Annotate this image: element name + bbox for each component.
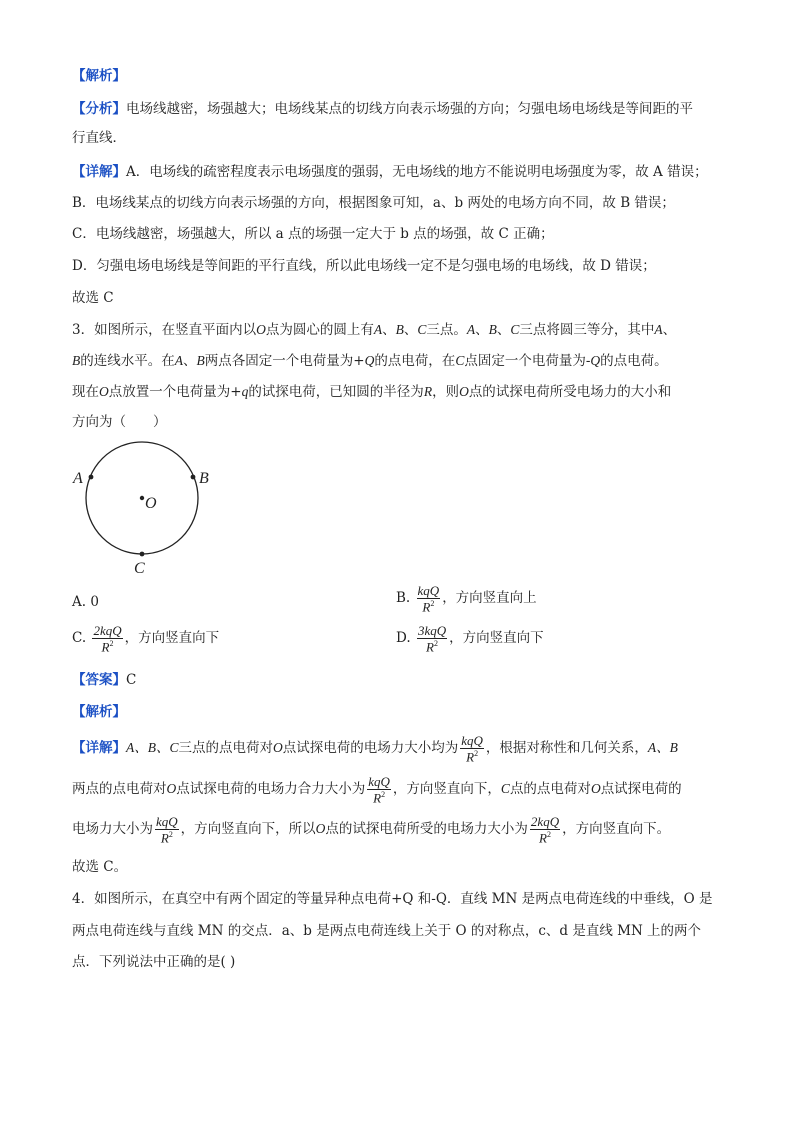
var-q-cap: Q	[364, 353, 375, 368]
point-b	[191, 475, 196, 480]
conclusion-text: 故选 C	[72, 290, 114, 306]
q3-text: 的连线水平。在	[80, 353, 175, 369]
option-b-prefix: B.	[396, 590, 411, 607]
detail-line-d	[72, 256, 656, 276]
q3-text: 现在	[72, 384, 99, 400]
option-b-fraction	[417, 584, 441, 613]
q3-text: 点为圆心的圆上有	[265, 322, 374, 338]
q3-sep: 、	[475, 322, 489, 338]
detail2-line-2	[72, 773, 682, 805]
option-c-prefix: C.	[72, 630, 87, 647]
detail2-text: 点试探电荷的	[600, 781, 682, 797]
detail2-conclusion	[72, 857, 127, 877]
analysis-tag: 【解析】	[72, 68, 126, 84]
var-o: O	[459, 384, 469, 399]
q3-line-2	[72, 351, 668, 371]
detail-line-c	[72, 224, 554, 244]
q3-text: 点放置一个电荷量为+	[108, 384, 242, 400]
label-b: B	[199, 470, 209, 487]
q3-text: 两点各固定一个电荷量为+	[204, 353, 365, 369]
detail-option-b: B．电场线某点的切线方向表示场强的方向，根据图象可知，a、b 两处的电场方向不同，故 B 错误；	[72, 195, 675, 211]
fraction-denominator	[466, 749, 478, 763]
conclusion-text: 故选 C。	[72, 859, 128, 875]
q3-sep: 、	[403, 322, 418, 338]
var-q-cap: Q	[590, 353, 601, 368]
detail2-fraction-2	[367, 775, 391, 804]
q3-text: 的试探电荷，已知圆的半径为	[248, 384, 424, 400]
var-o: O	[166, 781, 177, 796]
q3-text: 方向为（ ）	[72, 414, 167, 430]
var-b: B	[488, 322, 497, 337]
var-c: C	[510, 322, 520, 337]
q3-text: 点固定一个电荷量为-	[464, 353, 591, 369]
den-exp: 2	[546, 829, 551, 839]
detail-line-b	[72, 193, 675, 213]
fraction-denominator	[539, 830, 551, 844]
analysis-line-1	[72, 99, 693, 119]
den-var: R	[539, 830, 547, 846]
option-a[interactable]	[72, 592, 99, 612]
var-b: B	[395, 322, 404, 337]
q3-text: 的点电荷，在	[374, 353, 456, 369]
detail2-text: 点试探电荷的电场力合力大小为	[176, 781, 366, 797]
q3-text: ，则	[432, 384, 460, 400]
detail2-text: 三点的点电荷对	[178, 740, 273, 756]
den-var: R	[373, 790, 382, 806]
option-d-prefix: D.	[396, 630, 411, 647]
detail2-text: 两点的点电荷对	[72, 781, 167, 797]
label-c: C	[134, 560, 145, 577]
detail-tag: 【详解】	[72, 740, 126, 756]
label-o: O	[145, 495, 157, 512]
fraction-numerator: 2kqQ	[93, 623, 122, 638]
q4-text: 4．如图所示，在真空中有两个固定的等量异种点电荷+Q 和-Q．直线 MN 是两点电荷连线的中垂线，O 是	[72, 891, 713, 907]
option-c-text: ，方向竖直向下	[124, 630, 220, 647]
circle-figure	[70, 440, 230, 580]
q3-sep: 、	[662, 322, 677, 338]
detail-option-c: C．电场线越密，场强越大，所以 a 点的场强一定大于 b 点的场强，故 C 正确；	[72, 226, 554, 242]
var-q: q	[241, 384, 249, 399]
den-var: R	[101, 639, 110, 655]
var-abc: A、B、C	[126, 740, 179, 755]
point-o	[140, 496, 144, 500]
var-a: A	[654, 322, 663, 337]
q3-text: 3．如图所示，在竖直平面内以	[72, 322, 257, 338]
var-c: C	[455, 353, 465, 368]
detail-option-d: D．匀强电场电场线是等间距的平行直线，所以此电场线一定不是匀强电场的电场线，故 D 错误；	[72, 258, 656, 274]
fraction-numerator: kqQ	[461, 732, 483, 748]
analysis-text-cont: 行直线．	[72, 130, 126, 146]
den-var: R	[466, 749, 475, 765]
detail2-text: ，方向竖直向下，	[392, 781, 501, 797]
var-o: O	[273, 740, 283, 755]
detail2-line-1	[72, 732, 678, 764]
option-a-text: A. 0	[72, 594, 99, 610]
q3-line-3	[72, 382, 671, 402]
detail2-text: 点试探电荷的电场力大小均为	[282, 740, 459, 756]
q3-line-1	[72, 320, 676, 340]
var-o: O	[315, 821, 326, 836]
q4-text: 两点电荷连线与直线 MN 的交点．a、b 是两点电荷连线上关于 O 的对称点，c、d 是直线 MN 上的两个	[72, 923, 702, 939]
option-b[interactable]	[396, 584, 537, 613]
var-c: C	[417, 322, 427, 337]
analysis-heading-2	[72, 702, 126, 722]
detail2-fraction-1	[460, 734, 484, 763]
den-exp: 2	[381, 789, 386, 799]
q3-text: 三点将圆三等分，其中	[519, 322, 655, 338]
detail-line-a	[72, 162, 708, 182]
detail2-text: ，根据对称性和几何关系，	[485, 740, 648, 756]
q3-text: 的点电荷。	[600, 353, 668, 369]
fraction-numerator: kqQ	[368, 773, 390, 789]
answer-tag: 【答案】	[72, 672, 126, 688]
analysis-heading	[72, 66, 126, 86]
detail2-text: 点的点电荷对	[509, 781, 591, 797]
analysis-tag: 【解析】	[72, 704, 126, 720]
analysis-text: 电场线越密，场强越大；电场线某点的切线方向表示场强的方向；匀强电场电场线是等间距的平	[126, 101, 693, 117]
option-b-text: ，方向竖直向上	[442, 590, 537, 607]
analysis-sub-tag: 【分析】	[72, 101, 126, 117]
den-exp: 2	[168, 829, 173, 839]
q4-line-3	[72, 952, 235, 972]
den-var: R	[422, 599, 431, 615]
den-exp: 2	[474, 748, 479, 758]
option-d[interactable]	[396, 624, 544, 653]
answer-value: C	[126, 672, 137, 688]
fraction-numerator: 2kqQ	[530, 813, 560, 829]
fraction-denominator	[161, 830, 173, 844]
var-o: O	[99, 384, 109, 399]
var-b: B	[72, 353, 81, 368]
var-ab: A、B	[647, 740, 678, 755]
q3-sep: 、	[382, 322, 396, 338]
var-r: R	[423, 384, 433, 399]
detail-conclusion	[72, 288, 114, 308]
fraction-denominator	[373, 790, 385, 804]
option-d-text: ，方向竖直向下	[449, 630, 544, 647]
option-c[interactable]	[72, 624, 219, 653]
q4-text: 点．下列说法中正确的是( )	[72, 954, 236, 970]
answer-line	[72, 670, 136, 690]
q4-line-1	[72, 889, 712, 909]
fraction-numerator: 3kqQ	[417, 623, 447, 638]
var-o: O	[256, 322, 266, 337]
q3-text: 点的试探电荷所受电场力的大小和	[468, 384, 672, 400]
q3-sep: 、	[496, 322, 511, 338]
label-a: A	[73, 470, 83, 487]
var-a: A	[174, 353, 183, 368]
point-c	[140, 552, 145, 557]
fraction-denominator	[426, 639, 438, 653]
q3-sep: 、	[183, 353, 197, 369]
fraction-numerator: kqQ	[156, 813, 178, 829]
q3-line-4	[72, 412, 167, 432]
detail2-fraction-3	[155, 815, 179, 844]
analysis-line-2	[72, 128, 126, 148]
option-c-fraction	[92, 624, 122, 653]
var-a: A	[373, 322, 383, 337]
q4-line-2	[72, 921, 701, 941]
var-a: A	[466, 322, 476, 337]
detail2-text: 点的试探电荷所受的电场力大小为	[325, 821, 528, 837]
option-d-fraction	[417, 624, 447, 653]
var-o: O	[590, 781, 601, 796]
detail2-line-3	[72, 813, 670, 845]
detail2-fraction-4	[530, 815, 560, 844]
point-a	[89, 475, 94, 480]
den-var: R	[426, 639, 434, 655]
den-exp: 2	[109, 639, 114, 648]
detail2-text: ，方向竖直向下。	[562, 821, 671, 837]
detail2-text: ，方向竖直向下，所以	[180, 821, 316, 837]
q3-text: 三点。	[426, 322, 467, 338]
den-exp: 2	[430, 599, 435, 608]
fraction-numerator: kqQ	[417, 583, 440, 598]
den-var: R	[160, 830, 169, 846]
fraction-denominator	[422, 599, 434, 613]
detail-option-a: A．电场线的疏密程度表示电场强度的强弱，无电场线的地方不能说明电场强度为零，故 A 错误；	[126, 164, 708, 180]
fraction-denominator	[102, 639, 114, 653]
den-exp: 2	[434, 639, 438, 648]
var-b: B	[196, 353, 205, 368]
detail2-text: 电场力大小为	[72, 821, 153, 837]
detail-tag: 【详解】	[72, 164, 126, 180]
var-c: C	[500, 781, 510, 796]
